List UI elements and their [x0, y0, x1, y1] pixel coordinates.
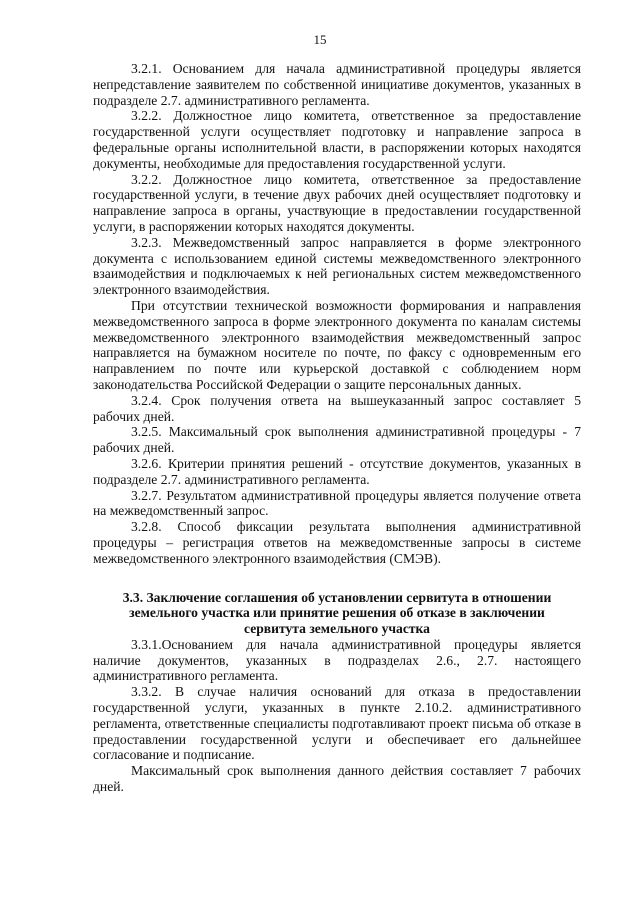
paragraph-3-2-4: 3.2.4. Срок получения ответа на вышеуказанный запрос составляет 5 рабочих дней.: [93, 392, 581, 424]
paragraph-3-2-7: 3.2.7. Результатом административной процедуры является получение ответа на межведомственный запрос.: [93, 487, 581, 519]
paragraph-3-3-1: 3.3.1.Основанием для начала административной процедуры является наличие документов, указанных в подразделах 2.6., 2.7. настоящего административного регламента.: [93, 636, 581, 684]
paragraph-3-3-2: 3.3.2. В случае наличия оснований для отказа в предоставлении государственной услуги, указанных в пункте 2.10.2. административного регламента, ответственные специалисты подготавливают проект письма об отказе в предоставлении государственной услуги и обеспечивает его дальнейшее согласование и подписание.: [93, 684, 581, 763]
paragraph-3-2-8: 3.2.8. Способ фиксации результата выполнения административной процедуры – регистрация ответов на межведомственные запросы в системе межведомственного электронного взаимодействия (СМЭВ).: [93, 519, 581, 566]
document-body: [93, 61, 581, 795]
paragraph-3-2-5: 3.2.5. Максимальный срок выполнения административной процедуры - 7 рабочих дней.: [93, 424, 581, 456]
paragraph-3-2-3: 3.2.3. Межведомственный запрос направляется в форме электронного документа с использованием единой системы межведомственного электронного взаимодействия и подключаемых к ней региональных систем межведомственного электронного взаимодействия.: [93, 234, 581, 298]
paragraph-3-2-2-a: 3.2.2. Должностное лицо комитета, ответственное за предоставление государственной услуги осуществляет подготовку и направление запроса в федеральные органы исполнительной власти, в распоряжении которых находятся документы, необходимые для предоставления государственной услуги.: [93, 108, 581, 171]
section-heading-3-3: 3.3. Заключение соглашения об установлении сервитута в отношении земельного участка или принятие решения об отказе в заключении сервитута земельного участка: [122, 589, 552, 637]
paragraph-max-term: Максимальный срок выполнения данного действия составляет 7 рабочих дней.: [93, 763, 581, 795]
paragraph-3-2-6: 3.2.6. Критерии принятия решений - отсутствие документов, указанных в подразделе 2.7. административного регламента.: [93, 455, 581, 487]
paragraph-no-technical-possibility: При отсутствии технической возможности формирования и направления межведомственного запроса в форме электронного документа по каналам системы межведомственного электронного взаимодействия межведомственный запрос направляется на бумажном носителе по почте, по факсу с одновременным его направлением по почте или курьерской доставкой с соблюдением норм законодательства Российской Федерации о защите персональных данных.: [93, 297, 581, 392]
page-number: 15: [313, 32, 327, 47]
paragraph-3-2-1: 3.2.1. Основанием для начала административной процедуры является непредставление заявителем по собственной инициативе документов, указанных в подразделе 2.7. административного регламента.: [93, 61, 581, 108]
paragraph-3-2-2-b: 3.2.2. Должностное лицо комитета, ответственное за предоставление государственной услуги, в течение двух рабочих дней осуществляет подготовку и направление запроса в органы, участвующие в предоставлении государственной услуги, в распоряжении которых находятся документы.: [93, 171, 581, 234]
